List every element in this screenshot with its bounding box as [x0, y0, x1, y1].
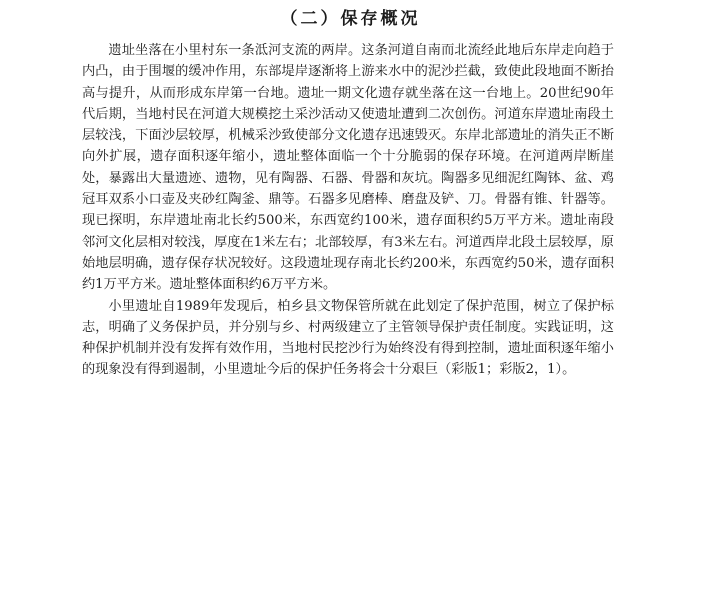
paragraph-site-preservation: 遗址坐落在小里村东一条泜河支流的两岸。这条河道自南而北流经此地后东岸走向趋于内凸，由于围堰的缓冲作用，东部堤岸逐渐将上游来水中的泥沙拦截，致使此段地面不断抬高与提升，从而形成东岸第一台地。遗址一期文化遗存就坐落在这一台地上。20世纪90年代后期，当地村民在河道大规模挖土采沙活动又使遗址遭到二次创伤。河道东岸遗址南段土层较浅，下面沙层较厚，机械采沙致使部分文化遗存迅速毁灭。东岸北部遗址的消失正不断向外扩展，遗存面积逐年缩小，遗址整体面临一个十分脆弱的保存环境。在河道两岸断崖处，暴露出大量遗迹、遗物，见有陶器、石器、骨器和灰坑。陶器多见细泥红陶钵、盆、鸡冠耳双系小口壶及夹砂红陶釜、鼎等。石器多见磨棒、磨盘及铲、刀。骨器有锥、针器等。现已探明，东岸遗址南北长约500米，东西宽约100米，遗存面积约5万平方米。遗址南段邻河文化层相对较浅，厚度在1米左右；北部较厚，有3米左右。河道西岸北段土层较厚，原始地层明确，遗存保存状况较好。这段遗址现存南北长约200米，东西宽约50米，遗存面积约1万平方米。遗址整体面积约6万平方米。 [82, 43, 614, 293]
body-text [82, 40, 614, 381]
paragraph-protection-measures: 小里遗址自1989年发现后，柏乡县文物保管所就在此划定了保护范围，树立了保护标志，明确了义务保护员，并分别与乡、村两级建立了主管领导保护责任制度。实践证明，这种保护机制并没有发挥有效作用，当地村民挖沙行为始终没有得到控制，遗址面积逐年缩小的现象没有得到遏制，小里遗址今后的保护任务将会十分艰巨（彩版1；彩版2，1）。 [82, 298, 614, 378]
section-title: （二）保存概况 [280, 9, 421, 29]
